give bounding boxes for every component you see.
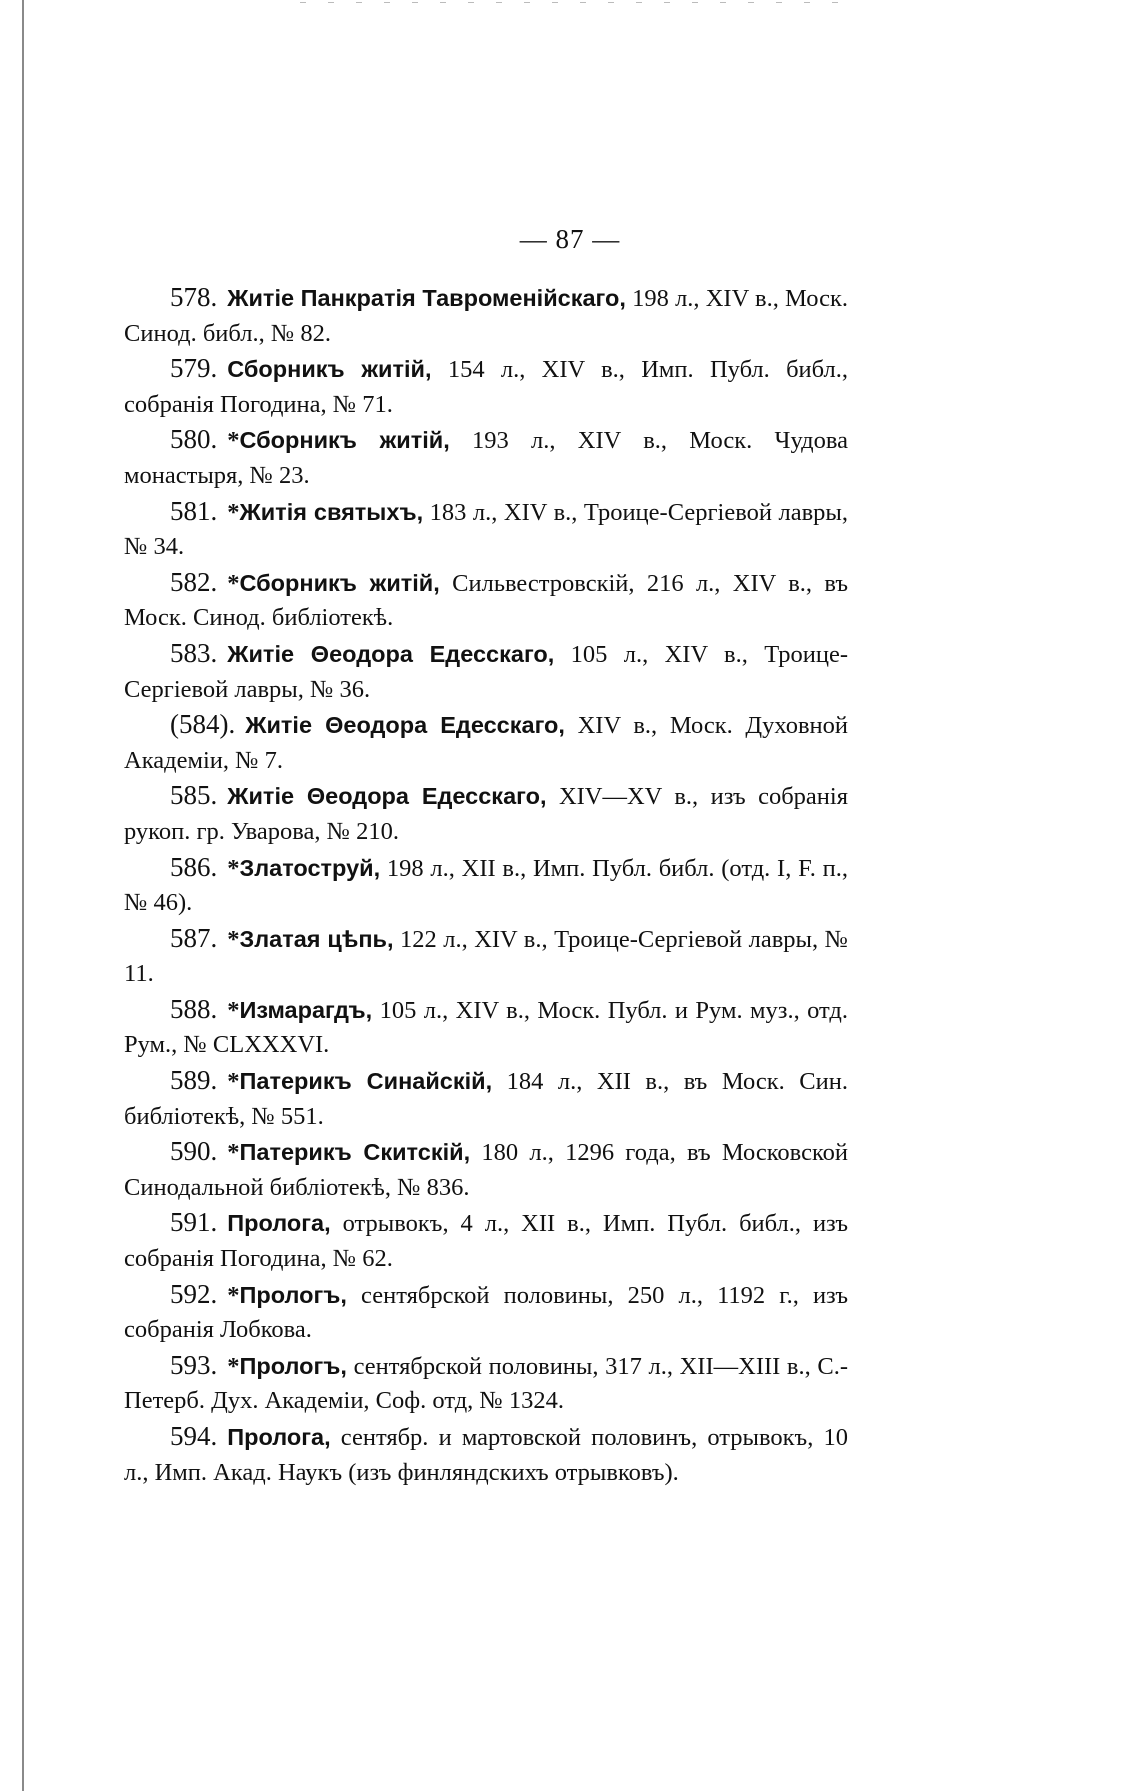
bibliography-entry [124, 494, 848, 565]
bibliography-entry [124, 1205, 848, 1276]
entry-details: сентябрской половины, 250 л., 1192 г., изъ собранія Лобкова. [124, 1281, 848, 1344]
entry-details: 105 л., XIV в., Троице-Сергіевой лавры, № 36. [124, 640, 849, 703]
entry-title: Житіе Θеодора Едесскаго, [245, 712, 565, 739]
entry-details: Сильвестровскій, 216 л., XIV в., въ Моск. Синод. библіотекѣ. [124, 569, 848, 632]
entry-number: 588. [170, 993, 218, 1024]
entry-title: Прологъ, [239, 1281, 347, 1308]
bibliography-entry [124, 850, 848, 921]
bibliography-entries [124, 280, 848, 1490]
entry-asterisk: * [227, 498, 240, 526]
entry-details: 180 л., 1296 года, въ Московской Синодальной библіотекѣ, № 836. [124, 1139, 849, 1201]
entry-number: 582. [170, 566, 218, 597]
bibliography-entry [124, 1348, 848, 1419]
entry-title: Измарагдъ, [239, 996, 373, 1023]
entry-title: Житіе Θеодора Едесскаго, [227, 783, 547, 810]
entry-number: 591. [170, 1207, 218, 1238]
entry-number: 578. [170, 282, 218, 312]
entry-asterisk: * [227, 569, 240, 597]
entry-asterisk: * [227, 427, 240, 455]
bibliography-entry [124, 1063, 848, 1134]
entry-details: 198 л., XII в., Имп. Публ. библ. (отд. I, F. п., № 46). [124, 854, 848, 917]
bibliography-entry [124, 565, 848, 636]
entry-details: отрывокъ, 4 л., XII в., Имп. Публ. библ., изъ собранія Погодина, № 62. [124, 1210, 848, 1273]
entry-title: Златоструй, [239, 854, 381, 881]
entry-number: 587. [170, 922, 218, 953]
entry-number: 586. [170, 851, 218, 882]
entry-title: Житія святыхъ, [239, 498, 424, 525]
entry-details: XIV в., Моск. Духовной Академіи, № 7. [124, 712, 848, 774]
entry-title: Житіе Панкратія Тавроменійскаго, [227, 285, 626, 311]
entry-title: Патерикъ Скитскій, [239, 1139, 471, 1166]
scan-top-noise [300, 2, 860, 3]
entry-title: Прологъ, [239, 1352, 347, 1379]
entry-number: 581. [170, 495, 218, 526]
bibliography-entry [124, 992, 848, 1063]
entry-asterisk: * [227, 925, 240, 953]
bibliography-entry [124, 422, 848, 493]
page-number: — 87 — [519, 224, 621, 254]
entry-details: XIV—XV в., изъ собранія рукоп. гр. Уварова, № 210. [124, 783, 848, 845]
entry-title: Житіе Θеодора Едесскаго, [227, 640, 555, 667]
entry-details: сентябр. и мартовской половинъ, отрывокъ, 10 л., Имп. Акад. Наукъ (изъ финляндскихъ отрывковъ). [124, 1424, 848, 1486]
entry-details: 184 л., XII в., въ Моск. Син. библіотекѣ, № 551. [124, 1068, 849, 1130]
bibliography-entry [124, 778, 848, 849]
bibliography-entry [124, 351, 848, 422]
entry-number: (584). [170, 709, 236, 740]
entry-asterisk: * [227, 1139, 240, 1167]
bibliography-entry [124, 280, 848, 351]
entry-number: 589. [170, 1065, 218, 1096]
entry-title: Пролога, [227, 1210, 331, 1237]
bibliography-entry [124, 1419, 848, 1490]
entry-details: 154 л., XIV в., Имп. Публ. библ., собранія Погодина, № 71. [124, 356, 848, 418]
entry-title: Златая цѣпь, [239, 925, 394, 952]
entry-title: Сборникъ житій, [227, 356, 432, 383]
scan-page-edge [22, 0, 24, 1791]
entry-number: 590. [170, 1136, 218, 1167]
entry-details: 198 л., XIV в., Моск. Синод. библ., № 82. [124, 285, 848, 347]
entry-title: Сборникъ житій, [239, 569, 440, 596]
bibliography-entry [124, 707, 848, 778]
entry-number: 593. [170, 1349, 218, 1380]
bibliography-entry [124, 1134, 848, 1205]
entry-title: Пролога, [227, 1424, 331, 1450]
entry-title: Сборникъ житій, [239, 427, 450, 454]
entry-number: 594. [170, 1421, 218, 1451]
bibliography-entry [124, 636, 848, 707]
entry-asterisk: * [227, 1068, 240, 1096]
entry-details: 105 л., XIV в., Моск. Публ. и Рум. муз., отд. Рум., № CLXXXVI. [124, 996, 848, 1059]
entry-number: 580. [170, 424, 218, 455]
entry-details: 183 л., XIV в., Троице-Сергіевой лавры, № 34. [124, 498, 848, 561]
entry-details: сентябрской половины, 317 л., XII—XIII в., С.-Петерб. Дух. Академіи, Соф. отд, № 1324. [124, 1352, 848, 1415]
entry-asterisk: * [227, 854, 240, 882]
bibliography-entry [124, 921, 848, 992]
bibliography-entry [124, 1277, 848, 1348]
entry-details: 122 л., XIV в., Троице-Сергіевой лавры, № 11. [124, 925, 848, 988]
entry-number: 592. [170, 1278, 218, 1309]
entry-number: 579. [170, 353, 218, 384]
entry-details: 193 л., XIV в., Моск. Чудова монастыря, № 23. [124, 427, 848, 489]
entry-asterisk: * [227, 1281, 240, 1309]
entry-number: 583. [170, 637, 218, 668]
entry-title: Патерикъ Синайскій, [239, 1068, 493, 1095]
entry-asterisk: * [227, 1352, 240, 1380]
entry-asterisk: * [227, 996, 240, 1024]
entry-number: 585. [170, 780, 218, 811]
